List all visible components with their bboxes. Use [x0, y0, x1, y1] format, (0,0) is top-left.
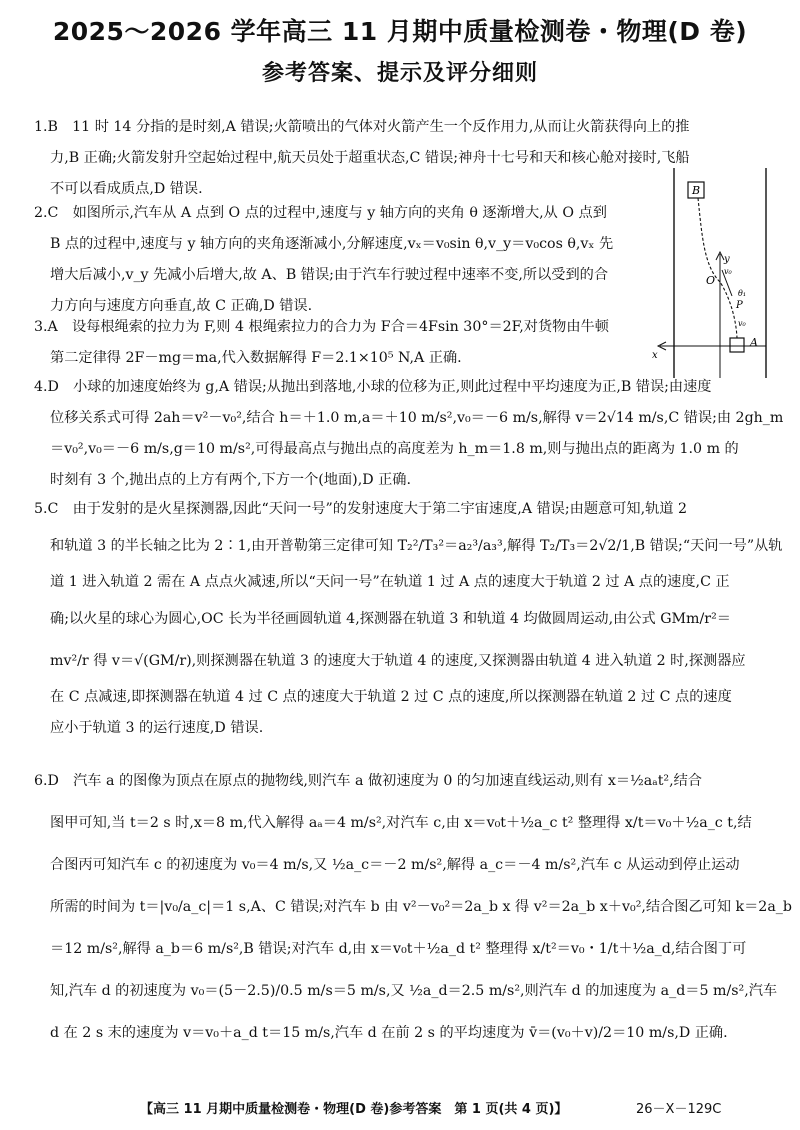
- answer-line: ＝v₀²,v₀＝－6 m/s,g＝10 m/s²,可得最高点与抛出点的高度差为 h_m＝1.8 m,则与抛出点的距离为 1.0 m 的: [50, 441, 739, 457]
- answer-line: 在 C 点减速,即探测器在轨道 4 过 C 点的速度大于轨道 2 过 C 点的速度,所以探测器在轨道 2 过 C 点的速度: [50, 689, 732, 705]
- answer-4: [34, 372, 783, 496]
- label-v0-top: v₀: [724, 267, 732, 276]
- document-title: 2025～2026 学年高三 11 月期中质量检测卷・物理(D 卷): [52, 17, 748, 46]
- answer-5: [34, 494, 782, 744]
- answer-line: 和轨道 3 的半长轴之比为 2∶1,由开普勒第三定律可知 T₂²/T₃²＝a₂³/a₃³,解得 T₂/T₃＝2√2/1,B 错误;“天问一号”从轨: [50, 538, 783, 554]
- answer-line: 5.C 由于发射的是火星探测器,因此“天问一号”的发射速度大于第二宇宙速度,A 错误;由题意可知,轨道 2: [34, 501, 688, 517]
- answer-6: [34, 760, 792, 1054]
- label-p: P: [736, 300, 743, 311]
- label-b: B: [691, 184, 701, 197]
- document-subtitle: 参考答案、提示及评分细则: [261, 61, 538, 86]
- answer-line: ＝12 m/s²,解得 a_b＝6 m/s²,B 错误;对汽车 d,由 x＝v₀t＋½a_d t² 整理得 x/t²＝v₀・1/t＋½a_d,结合图丁可: [50, 941, 747, 957]
- label-theta: θ₁: [738, 289, 747, 298]
- answer-line: 第二定律得 2F－mg＝ma,代入数据解得 F＝2.1×10⁵ N,A 正确.: [50, 350, 462, 366]
- answer-line: 1.B 11 时 14 分指的是时刻,A 错误;火箭喷出的气体对火箭产生一个反作用力,从而让火箭获得向上的推: [34, 119, 690, 135]
- answer-line: 所需的时间为 t＝|v₀/a_c|＝1 s,A、C 错误;对汽车 b 由 v²－v₀²＝2a_b x 得 v²＝2a_b x＋v₀²,结合图乙可知 k＝2a_b: [50, 899, 792, 915]
- answer-line: 知,汽车 d 的初速度为 v₀＝(5－2.5)/0.5 m/s＝5 m/s,又 ½a_d＝2.5 m/s²,则汽车 d 的加速度为 a_d＝5 m/s²,汽车: [50, 983, 778, 999]
- answer-line: 6.D 汽车 a 的图像为顶点在原点的抛物线,则汽车 a 做初速度为 0 的匀加速直线运动,则有 x＝½aₐt²,结合: [34, 773, 702, 789]
- answer-line: mv²/r 得 v＝√(GM/r),则探测器在轨道 3 的速度大于轨道 4 的速度,又探测器由轨道 4 进入轨道 2 时,探测器应: [50, 653, 746, 669]
- answer-line: 时刻有 3 个,抛出点的上方有两个,下方一个(地面),D 正确.: [50, 472, 411, 488]
- answer-line: B 点的过程中,速度与 y 轴方向的夹角逐渐减小,分解速度,vₓ＝v₀sin θ,v_y＝v₀cos θ,vₓ 先: [50, 236, 614, 252]
- answer-line: 道 1 进入轨道 2 需在 A 点点火减速,所以“天问一号”在轨道 1 过 A 点的速度大于轨道 2 过 A 点的速度,C 正: [50, 574, 730, 590]
- answer-line: 图甲可知,当 t＝2 s 时,x＝8 m,代入解得 aₐ＝4 m/s²,对汽车 c,由 x＝v₀t＋½a_c t² 整理得 x/t＝v₀＋½a_c t,结: [50, 815, 752, 831]
- answer-line: 力,B 正确;火箭发射升空起始过程中,航天员处于超重状态,C 错误;神舟十七号和天和核心舱对接时,飞船: [50, 150, 690, 166]
- answer-line: 增大后减小,v_y 先减小后增大,故 A、B 错误;由于汽车行驶过程中速率不变,所以受到的合: [50, 267, 609, 283]
- label-y: y: [724, 254, 730, 265]
- answer-line: 力方向与速度方向垂直,故 C 正确,D 错误.: [50, 298, 313, 314]
- answer-line: 2.C 如图所示,汽车从 A 点到 O 点的过程中,速度与 y 轴方向的夹角 θ 逐渐增大,从 O 点到: [34, 205, 607, 221]
- label-v0-bottom: v₀: [738, 319, 746, 328]
- answer-line: 不可以看成质点,D 错误.: [50, 181, 203, 197]
- footer-code: 26－X－129C: [636, 1102, 722, 1117]
- answer-line: 合图丙可知汽车 c 的初速度为 v₀＝4 m/s,又 ½a_c＝－2 m/s²,解得 a_c＝－4 m/s²,汽车 c 从运动到停止运动: [50, 857, 740, 873]
- answer-line: d 在 2 s 末的速度为 v＝v₀＋a_d t＝15 m/s,汽车 d 在前 2 s 的平均速度为 v̄＝(v₀＋v)/2＝10 m/s,D 正确.: [50, 1025, 728, 1041]
- car-trajectory-diagram: [642, 166, 774, 380]
- label-o: O: [706, 274, 716, 287]
- answer-line: 确;以火星的球心为圆心,OC 长为半径画圆轨道 4,探测器在轨道 3 和轨道 4 均做圆周运动,由公式 GMm/r²＝: [50, 611, 731, 627]
- car-a-box: [730, 338, 744, 352]
- answer-1: [34, 112, 690, 205]
- footer-text: 【高三 11 月期中质量检测卷・物理(D 卷)参考答案 第 1 页(共 4 页)】: [140, 1102, 568, 1117]
- answer-line: 位移关系式可得 2ah＝v²－v₀²,结合 h＝＋1.0 m,a＝＋10 m/s²,v₀＝－6 m/s,解得 v＝2√14 m/s,C 错误;由 2gh_m: [50, 410, 784, 426]
- label-a: A: [750, 336, 758, 349]
- answer-line: 4.D 小球的加速度始终为 g,A 错误;从抛出到落地,小球的位移为正,则此过程中平均速度为正,B 错误;由速度: [34, 379, 712, 395]
- answer-3: [34, 312, 609, 374]
- answer-line: 3.A 设每根绳索的拉力为 F,则 4 根绳索拉力的合力为 F合＝4Fsin 30°＝2F,对货物由牛顿: [34, 319, 609, 335]
- answer-line: 应小于轨道 3 的运行速度,D 错误.: [50, 720, 264, 736]
- answer-2: [34, 198, 613, 322]
- label-x: x: [652, 350, 658, 361]
